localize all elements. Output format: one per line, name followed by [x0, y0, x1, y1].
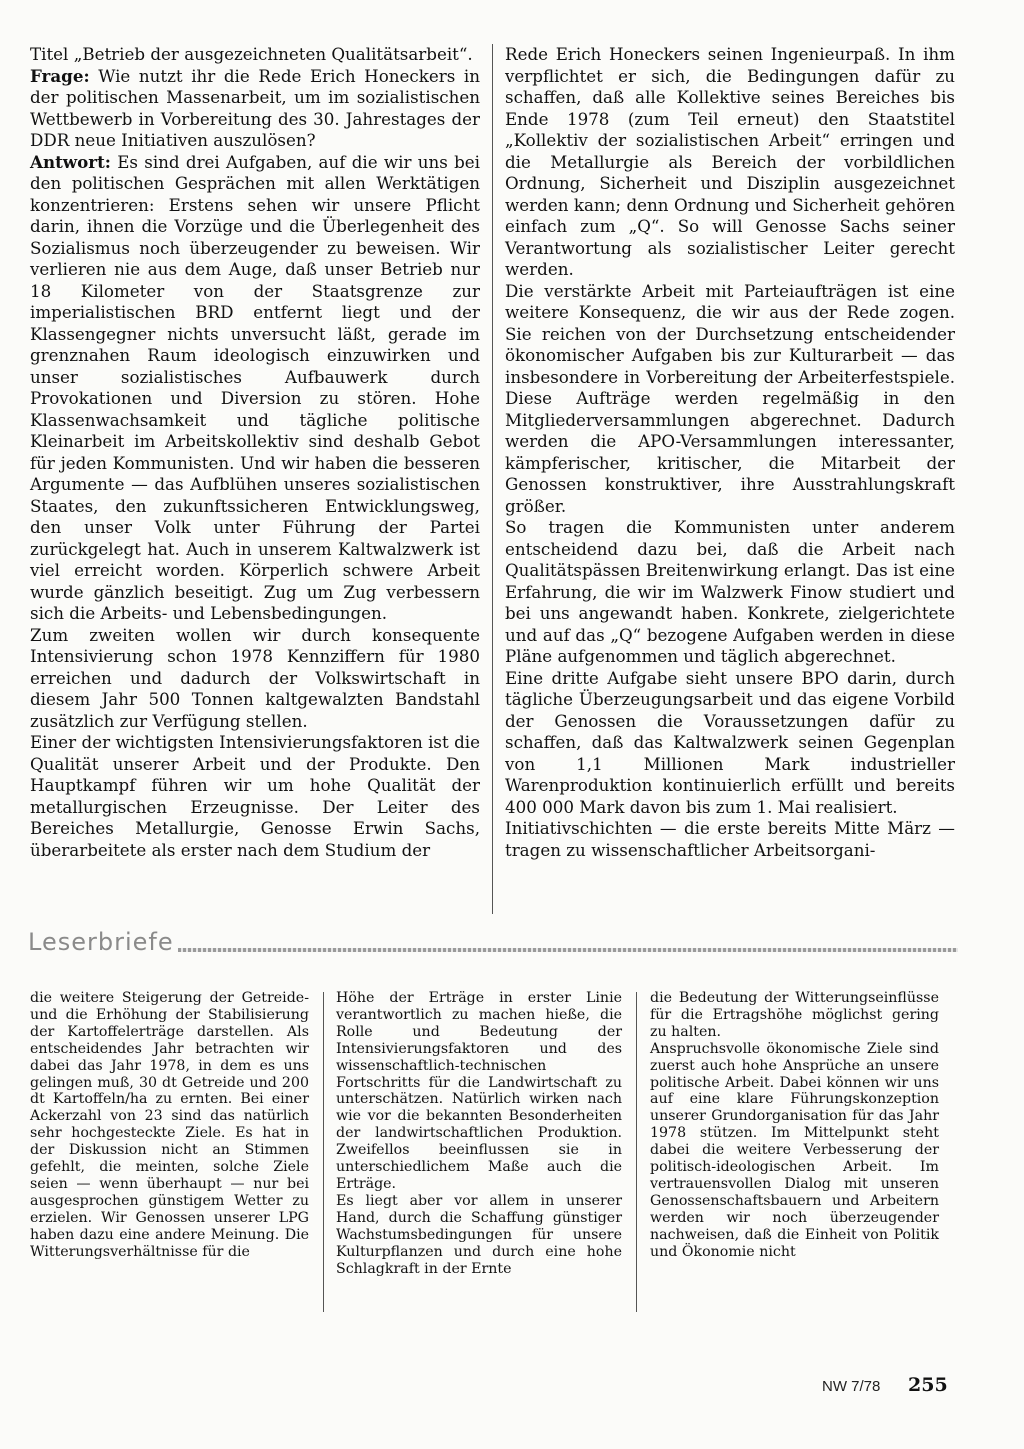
section-rule: [178, 948, 958, 952]
answer-text: Es sind drei Aufgaben, auf die wir uns bei den politischen Gesprächen mit allen Werktätigen konzentrieren: Erstens sehen wir unsere Pflicht darin, ihnen die Vorzüge und die Überlegenheit des Sozialismus noch überzeugender zu beweisen. Wir verlieren nie aus dem Auge, daß unser Betrieb nur 18 Kilometer von der Staatsgrenze zur imperialistischen BRD entfernt liegt und der Klassengegner nichts unversucht läßt, gerade im grenznahen Raum ideologisch einzuwirken und unser sozialistisches Aufbauwerk durch Provokationen und Diversion zu stören. Hohe Klassenwachsamkeit und tägliche politische Kleinarbeit im Arbeitskollektiv sind deshalb Gebot für jeden Kommunisten. Und wir haben die besseren Argumente — das Aufblühen unseres sozialistischen Staates, den zukunftssicheren Entwicklungsweg, den unser Volk unter Führung der Partei zurückgelegt hat. Auch in unserem Kaltwalzwerk ist viel erreicht worden. Körperlich schwere Arbeit wurde gänzlich beseitigt. Zug um Zug verbessern sich die Arbeits- und Lebensbedingungen.: [30, 151, 481, 623]
paragraph: die weitere Steigerung der Getreide- und die Erhöhung der Stabilisierung der Kartoffelerträge darstellen. Als entscheidendes Jahr betrachten wir dabei das Jahr 1978, in dem es uns gelingen muß, 30 dt Getreide und 200 dt Kartoffeln/ha zu ernten. Bei einer Ackerzahl von 23 sind das natürlich sehr hochgesteckte Ziele. Es hat in der Diskussion nicht an Stimmen gefehlt, die meinten, solche Ziele seien — wenn überhaupt — nur bei ausgesprochen günstigem Wetter zu erzielen. Wir Genossen unserer LPG haben dazu eine andere Meinung. Die Witterungsverhältnisse für die: [30, 990, 309, 1260]
paragraph: Zum zweiten wollen wir durch konsequente Intensivierung schon 1978 Kennziffern für 1980 erreichen und dadurch der Volkswirtschaft in diesem Jahr 500 Tonnen kaltgewalzten Bandstahl zusätzlich zur Verfügung stellen.: [30, 624, 480, 731]
column-divider: [636, 992, 637, 1312]
question-text: Wie nutzt ihr die Rede Erich Honeckers in der politischen Massenarbeit, um im sozialistischen Wettbewerb in Vorbereitung des 30. Jahrestages der DDR neue Initiativen auszulösen?: [30, 65, 480, 150]
issue-label: NW 7/78: [822, 1378, 881, 1395]
article-column-2: [505, 44, 955, 861]
paragraph: Eine dritte Aufgabe sieht unsere BPO darin, durch tägliche Überzeugungsarbeit und das eigene Vorbild der Genossen die Voraussetzungen dafür zu schaffen, daß das Kaltwalzwerk seinen Gegenplan von 1,1 Millionen Mark industrieller Warenproduktion kontinuierlich erfüllt und bereits 400 000 Mark davon bis zum 1. Mai realisiert.: [505, 667, 955, 817]
paragraph: Titel „Betrieb der ausgezeichneten Qualitätsarbeit“.: [30, 44, 473, 64]
paragraph: Höhe der Erträge in erster Linie verantwortlich zu machen hieße, die Rolle und Bedeutung der Intensivierungsfaktoren und des wissenschaftlich-technischen Fortschritts für die Landwirtschaft zu unterschätzen. Natürlich wirken nach wie vor die bekannten Besonderheiten der landwirtschaftlichen Produktion. Zweifellos beeinflussen sie in unterschiedlichem Maße auch die Erträge.: [336, 990, 622, 1192]
letters-column-1: [30, 990, 309, 1261]
question-label: Frage:: [30, 65, 90, 86]
letters-column-2: [336, 990, 622, 1277]
paragraph: Anspruchsvolle ökonomische Ziele sind zuerst auch hohe Ansprüche an unsere politische Arbeit. Dabei können wir uns auf eine klare Führungskonzeption unserer Grundorganisation für das Jahr 1978 stützen. Im Mittelpunkt steht dabei die weitere Verbesserung der politisch-ideologischen Arbeit. Im vertrauensvollen Dialog mit unseren Genossenschaftsbauern und Arbeitern werden wir noch überzeugender nachweisen, daß die Einheit von Politik und Ökonomie nicht: [650, 1040, 939, 1260]
paragraph: Es liegt aber vor allem in unserer Hand, durch die Schaffung günstiger Wachstumsbedingungen für unsere Kulturpflanzen und durch eine hohe Schlagkraft in der Ernte: [336, 1192, 622, 1277]
paragraph: Rede Erich Honeckers seinen Ingenieurpaß. In ihm verpflichtet er sich, die Bedingungen dafür zu schaffen, daß alle Kollektive seines Bereiches bis Ende 1978 (zum Teil erneut) den Staatstitel „Kollektiv der sozialistischen Arbeit“ erringen und die Metallurgie als Bereich der vorbildlichen Ordnung, Sicherheit und Disziplin ausgezeichnet werden kann; denn Ordnung und Sicherheit gehören einfach zum „Q“. So will Genosse Sachs seiner Verantwortung als sozialistischer Leiter gerecht werden.: [505, 44, 955, 279]
letters-column-3: [650, 990, 939, 1261]
paragraph: Einer der wichtigsten Intensivierungsfaktoren ist die Qualität unserer Arbeit und der Produkte. Den Hauptkampf führen wir um hohe Qualität der metallurgischen Erzeugnisse. Der Leiter des Bereiches Metallurgie, Genosse Erwin Sachs, überarbeitete als erster nach dem Studium der: [30, 732, 480, 860]
paragraph: die Bedeutung der Witterungseinflüsse für die Ertragshöhe möglichst gering zu halten.: [650, 990, 939, 1040]
article-column-1: [30, 44, 480, 861]
paragraph: So tragen die Kommunisten unter anderem entscheidend dazu bei, daß die Arbeit nach Qualitätspässen Breitenwirkung erlangt. Das ist eine Erfahrung, die wir im Walzwerk Finow studiert und bei uns angewandt haben. Konkrete, zielgerichtete und auf das „Q“ bezogene Aufgaben werden in diese Pläne aufgenommen und täglich abgerechnet.: [505, 517, 955, 666]
section-title: Leserbriefe: [28, 928, 184, 956]
page-number: 255: [908, 1374, 948, 1396]
column-divider: [492, 44, 493, 914]
column-divider: [323, 992, 324, 1312]
section-header: [28, 928, 958, 964]
paragraph: Die verstärkte Arbeit mit Parteiaufträgen ist eine weitere Konsequenz, die wir aus der Rede zogen. Sie reichen von der Durchsetzung entscheidender ökonomischer Aufgaben bis zur Kulturarbeit — das insbesondere in Vorbereitung der Arbeiterfestspiele. Diese Aufträge werden regelmäßig in den Mitgliederversammlungen abgerechnet. Dadurch werden die APO-Versammlungen interessanter, kämpferischer, kritischer, die Mitarbeit der Genossen konstruktiver, ihre Ausstrahlungskraft größer.: [505, 280, 955, 516]
paragraph: Initiativschichten — die erste bereits Mitte März — tragen zu wissenschaftlicher Arbeitsorgani-: [505, 818, 955, 860]
paragraph-answer: [30, 152, 480, 625]
answer-label: Antwort:: [30, 151, 111, 172]
paragraph-question: [30, 66, 480, 152]
